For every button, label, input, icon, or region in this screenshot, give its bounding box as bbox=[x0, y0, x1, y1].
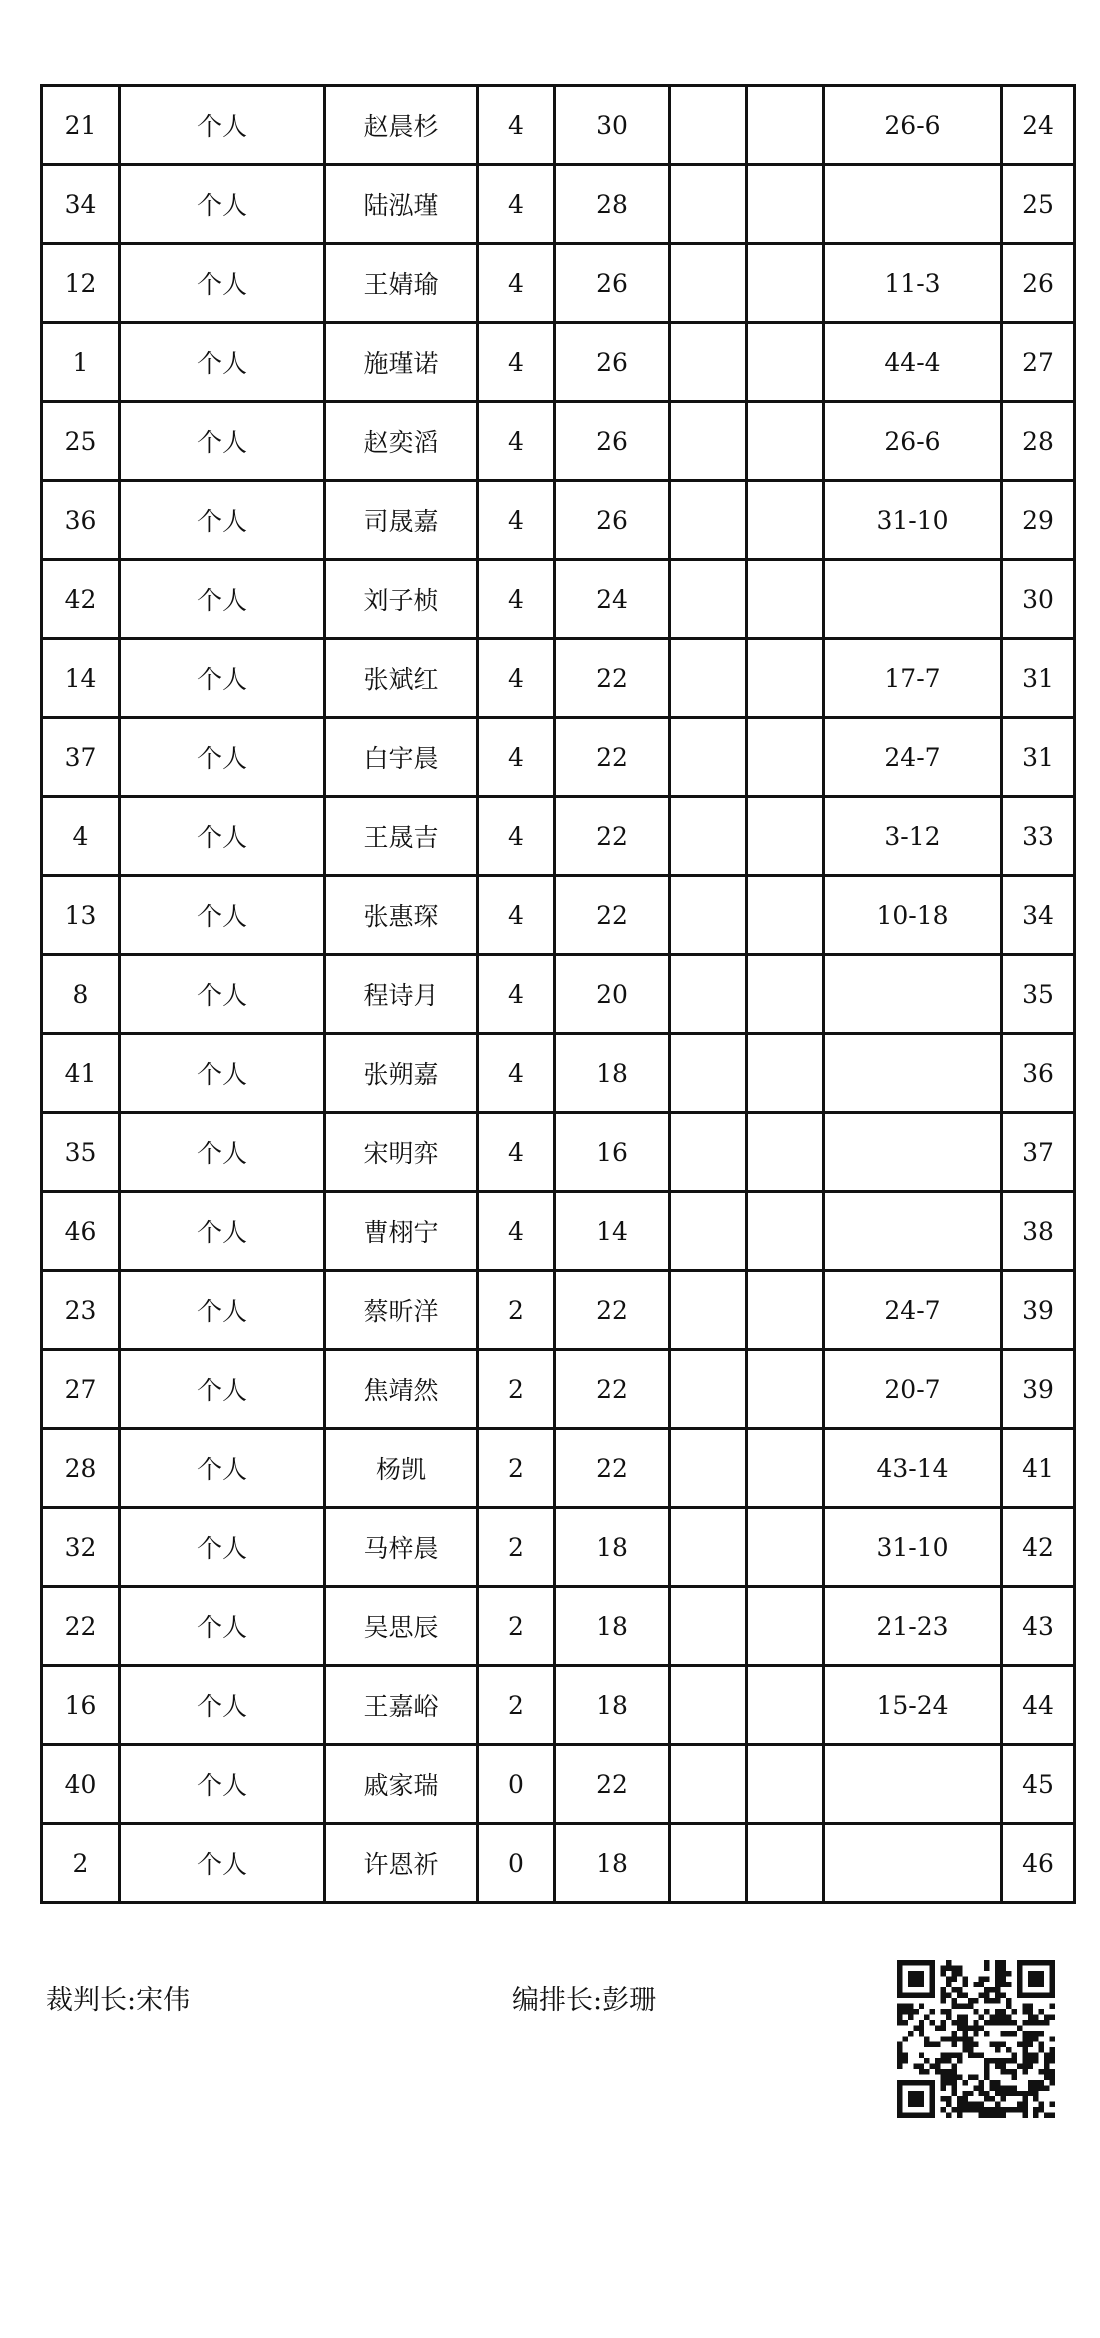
cell-blank-b bbox=[747, 1429, 824, 1508]
cell-match-points: 0 bbox=[478, 1745, 555, 1824]
cell-match-points: 4 bbox=[478, 323, 555, 402]
cell-blank-b bbox=[747, 165, 824, 244]
cell-rank: 41 bbox=[1002, 1429, 1075, 1508]
cell-tiebreak: 43-14 bbox=[824, 1429, 1002, 1508]
cell-entry-type: 个人 bbox=[120, 1113, 325, 1192]
cell-match-points: 0 bbox=[478, 1824, 555, 1903]
table-row bbox=[42, 1429, 1075, 1508]
cell-seat-number: 12 bbox=[42, 244, 120, 323]
cell-blank-a bbox=[670, 1745, 747, 1824]
cell-blank-b bbox=[747, 797, 824, 876]
cell-seat-number: 41 bbox=[42, 1034, 120, 1113]
cell-match-points: 2 bbox=[478, 1271, 555, 1350]
table-row bbox=[42, 1271, 1075, 1350]
cell-rank: 38 bbox=[1002, 1192, 1075, 1271]
cell-seat-number: 36 bbox=[42, 481, 120, 560]
cell-entry-type: 个人 bbox=[120, 1666, 325, 1745]
cell-tiebreak bbox=[824, 1824, 1002, 1903]
cell-player-name: 赵奕滔 bbox=[325, 402, 478, 481]
cell-rank: 29 bbox=[1002, 481, 1075, 560]
cell-blank-a bbox=[670, 1192, 747, 1271]
cell-score: 28 bbox=[555, 165, 670, 244]
cell-player-name: 吴思辰 bbox=[325, 1587, 478, 1666]
cell-entry-type: 个人 bbox=[120, 955, 325, 1034]
table-row bbox=[42, 1666, 1075, 1745]
cell-match-points: 4 bbox=[478, 244, 555, 323]
cell-match-points: 4 bbox=[478, 481, 555, 560]
cell-rank: 25 bbox=[1002, 165, 1075, 244]
results-table bbox=[40, 84, 1076, 1904]
cell-player-name: 戚家瑞 bbox=[325, 1745, 478, 1824]
cell-entry-type: 个人 bbox=[120, 1350, 325, 1429]
cell-tiebreak: 26-6 bbox=[824, 402, 1002, 481]
cell-player-name: 焦靖然 bbox=[325, 1350, 478, 1429]
cell-blank-a bbox=[670, 639, 747, 718]
cell-blank-a bbox=[670, 1034, 747, 1113]
cell-tiebreak: 26-6 bbox=[824, 86, 1002, 165]
cell-blank-b bbox=[747, 244, 824, 323]
cell-score: 16 bbox=[555, 1113, 670, 1192]
table-row bbox=[42, 481, 1075, 560]
cell-player-name: 蔡昕洋 bbox=[325, 1271, 478, 1350]
cell-entry-type: 个人 bbox=[120, 1034, 325, 1113]
table-row bbox=[42, 1113, 1075, 1192]
cell-score: 20 bbox=[555, 955, 670, 1034]
cell-blank-a bbox=[670, 165, 747, 244]
cell-blank-b bbox=[747, 1508, 824, 1587]
chief-arranger-label: 编排长:彭珊 bbox=[512, 1985, 657, 2016]
cell-player-name: 王晟吉 bbox=[325, 797, 478, 876]
cell-blank-b bbox=[747, 402, 824, 481]
table-row bbox=[42, 639, 1075, 718]
cell-blank-b bbox=[747, 1587, 824, 1666]
cell-entry-type: 个人 bbox=[120, 639, 325, 718]
cell-tiebreak: 21-23 bbox=[824, 1587, 1002, 1666]
cell-entry-type: 个人 bbox=[120, 1429, 325, 1508]
cell-seat-number: 35 bbox=[42, 1113, 120, 1192]
cell-blank-b bbox=[747, 955, 824, 1034]
cell-player-name: 宋明弈 bbox=[325, 1113, 478, 1192]
cell-score: 22 bbox=[555, 1429, 670, 1508]
cell-blank-b bbox=[747, 1824, 824, 1903]
cell-match-points: 4 bbox=[478, 402, 555, 481]
cell-tiebreak bbox=[824, 955, 1002, 1034]
chief-referee-label: 裁判长:宋伟 bbox=[46, 1985, 191, 2016]
table-row bbox=[42, 1824, 1075, 1903]
cell-score: 22 bbox=[555, 797, 670, 876]
cell-entry-type: 个人 bbox=[120, 797, 325, 876]
cell-seat-number: 1 bbox=[42, 323, 120, 402]
cell-score: 14 bbox=[555, 1192, 670, 1271]
cell-blank-b bbox=[747, 876, 824, 955]
cell-match-points: 4 bbox=[478, 797, 555, 876]
cell-score: 26 bbox=[555, 481, 670, 560]
cell-blank-a bbox=[670, 955, 747, 1034]
cell-blank-b bbox=[747, 1271, 824, 1350]
cell-match-points: 4 bbox=[478, 560, 555, 639]
cell-player-name: 刘子桢 bbox=[325, 560, 478, 639]
cell-blank-a bbox=[670, 86, 747, 165]
cell-blank-a bbox=[670, 1429, 747, 1508]
cell-blank-a bbox=[670, 876, 747, 955]
table-row bbox=[42, 244, 1075, 323]
cell-seat-number: 4 bbox=[42, 797, 120, 876]
cell-seat-number: 27 bbox=[42, 1350, 120, 1429]
cell-entry-type: 个人 bbox=[120, 1745, 325, 1824]
cell-tiebreak bbox=[824, 165, 1002, 244]
cell-player-name: 程诗月 bbox=[325, 955, 478, 1034]
cell-blank-a bbox=[670, 1113, 747, 1192]
table-row bbox=[42, 86, 1075, 165]
cell-seat-number: 14 bbox=[42, 639, 120, 718]
cell-blank-a bbox=[670, 1666, 747, 1745]
cell-tiebreak: 10-18 bbox=[824, 876, 1002, 955]
cell-player-name: 曹栩宁 bbox=[325, 1192, 478, 1271]
cell-match-points: 4 bbox=[478, 165, 555, 244]
cell-blank-b bbox=[747, 1350, 824, 1429]
cell-blank-a bbox=[670, 718, 747, 797]
cell-match-points: 2 bbox=[478, 1350, 555, 1429]
cell-score: 18 bbox=[555, 1587, 670, 1666]
cell-entry-type: 个人 bbox=[120, 86, 325, 165]
cell-blank-b bbox=[747, 560, 824, 639]
cell-player-name: 赵晨杉 bbox=[325, 86, 478, 165]
cell-match-points: 2 bbox=[478, 1429, 555, 1508]
cell-entry-type: 个人 bbox=[120, 1508, 325, 1587]
cell-score: 26 bbox=[555, 323, 670, 402]
cell-blank-a bbox=[670, 244, 747, 323]
cell-entry-type: 个人 bbox=[120, 1271, 325, 1350]
cell-seat-number: 46 bbox=[42, 1192, 120, 1271]
cell-entry-type: 个人 bbox=[120, 323, 325, 402]
cell-tiebreak: 17-7 bbox=[824, 639, 1002, 718]
cell-score: 26 bbox=[555, 402, 670, 481]
cell-seat-number: 40 bbox=[42, 1745, 120, 1824]
cell-match-points: 4 bbox=[478, 639, 555, 718]
cell-rank: 28 bbox=[1002, 402, 1075, 481]
table-row bbox=[42, 1034, 1075, 1113]
cell-rank: 36 bbox=[1002, 1034, 1075, 1113]
cell-blank-b bbox=[747, 1745, 824, 1824]
cell-rank: 46 bbox=[1002, 1824, 1075, 1903]
cell-score: 30 bbox=[555, 86, 670, 165]
table-row bbox=[42, 402, 1075, 481]
cell-entry-type: 个人 bbox=[120, 560, 325, 639]
table-row bbox=[42, 797, 1075, 876]
cell-blank-a bbox=[670, 1271, 747, 1350]
cell-blank-a bbox=[670, 1587, 747, 1666]
cell-seat-number: 28 bbox=[42, 1429, 120, 1508]
cell-seat-number: 42 bbox=[42, 560, 120, 639]
cell-player-name: 白宇晨 bbox=[325, 718, 478, 797]
cell-entry-type: 个人 bbox=[120, 244, 325, 323]
cell-seat-number: 21 bbox=[42, 86, 120, 165]
cell-score: 22 bbox=[555, 1271, 670, 1350]
cell-entry-type: 个人 bbox=[120, 165, 325, 244]
cell-blank-a bbox=[670, 402, 747, 481]
cell-rank: 44 bbox=[1002, 1666, 1075, 1745]
cell-tiebreak: 31-10 bbox=[824, 481, 1002, 560]
cell-blank-b bbox=[747, 1034, 824, 1113]
table-row bbox=[42, 876, 1075, 955]
qr-code-icon bbox=[897, 1960, 1055, 2118]
table-row bbox=[42, 1350, 1075, 1429]
cell-blank-b bbox=[747, 1666, 824, 1745]
cell-entry-type: 个人 bbox=[120, 1587, 325, 1666]
cell-blank-a bbox=[670, 560, 747, 639]
table-row bbox=[42, 1745, 1075, 1824]
cell-tiebreak: 24-7 bbox=[824, 718, 1002, 797]
cell-rank: 39 bbox=[1002, 1350, 1075, 1429]
cell-tiebreak bbox=[824, 1034, 1002, 1113]
cell-blank-a bbox=[670, 1350, 747, 1429]
cell-match-points: 4 bbox=[478, 955, 555, 1034]
cell-score: 22 bbox=[555, 1350, 670, 1429]
cell-rank: 27 bbox=[1002, 323, 1075, 402]
cell-player-name: 王嘉峪 bbox=[325, 1666, 478, 1745]
cell-player-name: 施瑾诺 bbox=[325, 323, 478, 402]
cell-match-points: 4 bbox=[478, 1192, 555, 1271]
cell-match-points: 4 bbox=[478, 86, 555, 165]
results-table-body bbox=[42, 86, 1075, 1903]
cell-tiebreak bbox=[824, 1192, 1002, 1271]
cell-seat-number: 16 bbox=[42, 1666, 120, 1745]
cell-match-points: 2 bbox=[478, 1508, 555, 1587]
cell-rank: 39 bbox=[1002, 1271, 1075, 1350]
cell-rank: 43 bbox=[1002, 1587, 1075, 1666]
cell-blank-a bbox=[670, 797, 747, 876]
cell-entry-type: 个人 bbox=[120, 402, 325, 481]
cell-tiebreak bbox=[824, 1745, 1002, 1824]
cell-entry-type: 个人 bbox=[120, 876, 325, 955]
cell-player-name: 王婧瑜 bbox=[325, 244, 478, 323]
cell-tiebreak: 3-12 bbox=[824, 797, 1002, 876]
cell-match-points: 2 bbox=[478, 1666, 555, 1745]
cell-blank-b bbox=[747, 1192, 824, 1271]
cell-blank-b bbox=[747, 718, 824, 797]
cell-score: 18 bbox=[555, 1508, 670, 1587]
cell-seat-number: 23 bbox=[42, 1271, 120, 1350]
table-row bbox=[42, 1587, 1075, 1666]
cell-player-name: 张朔嘉 bbox=[325, 1034, 478, 1113]
cell-entry-type: 个人 bbox=[120, 481, 325, 560]
cell-rank: 42 bbox=[1002, 1508, 1075, 1587]
cell-match-points: 4 bbox=[478, 1113, 555, 1192]
cell-rank: 24 bbox=[1002, 86, 1075, 165]
cell-seat-number: 2 bbox=[42, 1824, 120, 1903]
cell-rank: 35 bbox=[1002, 955, 1075, 1034]
cell-player-name: 许恩祈 bbox=[325, 1824, 478, 1903]
table-row bbox=[42, 718, 1075, 797]
table-row bbox=[42, 323, 1075, 402]
cell-rank: 26 bbox=[1002, 244, 1075, 323]
cell-tiebreak bbox=[824, 1113, 1002, 1192]
cell-blank-a bbox=[670, 1824, 747, 1903]
table-row bbox=[42, 1508, 1075, 1587]
cell-score: 18 bbox=[555, 1034, 670, 1113]
cell-blank-b bbox=[747, 481, 824, 560]
cell-seat-number: 8 bbox=[42, 955, 120, 1034]
cell-score: 22 bbox=[555, 1745, 670, 1824]
cell-blank-b bbox=[747, 1113, 824, 1192]
cell-player-name: 陆泓瑾 bbox=[325, 165, 478, 244]
cell-score: 18 bbox=[555, 1666, 670, 1745]
cell-entry-type: 个人 bbox=[120, 718, 325, 797]
cell-seat-number: 32 bbox=[42, 1508, 120, 1587]
cell-rank: 33 bbox=[1002, 797, 1075, 876]
cell-tiebreak bbox=[824, 560, 1002, 639]
cell-blank-b bbox=[747, 86, 824, 165]
cell-player-name: 司晟嘉 bbox=[325, 481, 478, 560]
cell-rank: 30 bbox=[1002, 560, 1075, 639]
cell-blank-b bbox=[747, 639, 824, 718]
cell-tiebreak: 20-7 bbox=[824, 1350, 1002, 1429]
cell-player-name: 马梓晨 bbox=[325, 1508, 478, 1587]
cell-tiebreak: 44-4 bbox=[824, 323, 1002, 402]
cell-score: 18 bbox=[555, 1824, 670, 1903]
table-row bbox=[42, 955, 1075, 1034]
cell-player-name: 张惠琛 bbox=[325, 876, 478, 955]
cell-score: 22 bbox=[555, 876, 670, 955]
cell-tiebreak: 24-7 bbox=[824, 1271, 1002, 1350]
cell-blank-a bbox=[670, 1508, 747, 1587]
cell-player-name: 杨凯 bbox=[325, 1429, 478, 1508]
cell-tiebreak: 11-3 bbox=[824, 244, 1002, 323]
cell-player-name: 张斌红 bbox=[325, 639, 478, 718]
cell-match-points: 4 bbox=[478, 1034, 555, 1113]
cell-blank-a bbox=[670, 323, 747, 402]
cell-match-points: 2 bbox=[478, 1587, 555, 1666]
table-row bbox=[42, 560, 1075, 639]
cell-entry-type: 个人 bbox=[120, 1192, 325, 1271]
cell-blank-b bbox=[747, 323, 824, 402]
cell-score: 26 bbox=[555, 244, 670, 323]
cell-seat-number: 22 bbox=[42, 1587, 120, 1666]
cell-tiebreak: 15-24 bbox=[824, 1666, 1002, 1745]
cell-rank: 31 bbox=[1002, 639, 1075, 718]
table-row bbox=[42, 1192, 1075, 1271]
cell-match-points: 4 bbox=[478, 718, 555, 797]
cell-entry-type: 个人 bbox=[120, 1824, 325, 1903]
cell-score: 24 bbox=[555, 560, 670, 639]
cell-seat-number: 34 bbox=[42, 165, 120, 244]
cell-seat-number: 25 bbox=[42, 402, 120, 481]
cell-blank-a bbox=[670, 481, 747, 560]
cell-rank: 34 bbox=[1002, 876, 1075, 955]
cell-match-points: 4 bbox=[478, 876, 555, 955]
cell-rank: 37 bbox=[1002, 1113, 1075, 1192]
cell-score: 22 bbox=[555, 639, 670, 718]
cell-seat-number: 13 bbox=[42, 876, 120, 955]
cell-seat-number: 37 bbox=[42, 718, 120, 797]
cell-rank: 45 bbox=[1002, 1745, 1075, 1824]
cell-rank: 31 bbox=[1002, 718, 1075, 797]
table-row bbox=[42, 165, 1075, 244]
cell-score: 22 bbox=[555, 718, 670, 797]
cell-tiebreak: 31-10 bbox=[824, 1508, 1002, 1587]
